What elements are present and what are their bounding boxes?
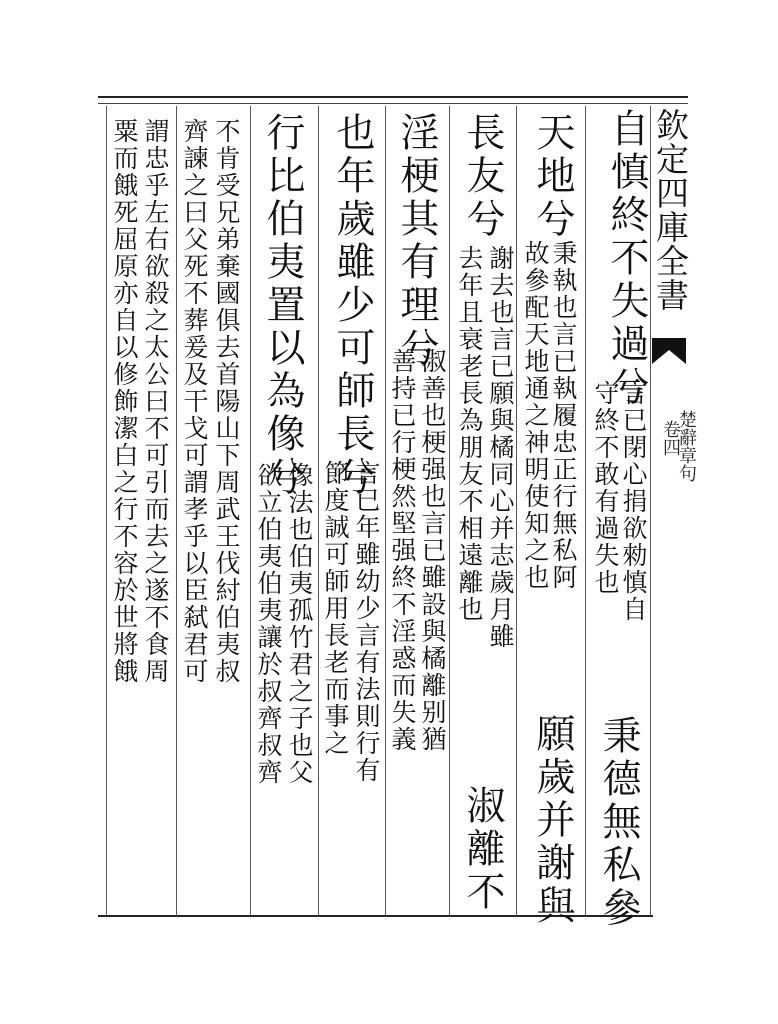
book-title: 欽定四庫全書 (651, 108, 690, 312)
column-divider (106, 106, 107, 916)
annotation-line: 言已閉心捐欲勑慎自 (619, 380, 648, 623)
main-text-top: 行比伯夷置以為像兮 (260, 112, 305, 499)
column-divider (650, 106, 651, 916)
top-border-inner-rule (98, 103, 688, 104)
annotation-line: 故參配天地通之神明使知之也 (521, 240, 550, 591)
annotation-line: 淑善也梗强也言已雖設與橘離别猶 (418, 348, 447, 753)
annotation-line: 去年且衰老長為朋友不相遠離也 (455, 245, 484, 623)
column-divider (516, 106, 517, 916)
annotation-line: 粟而餓死屈原亦自以修飾潔白之行不容於世將餓 (110, 118, 139, 685)
annotation-line: 言已年雖幼少言有法則行有 (352, 460, 381, 784)
top-border-rule (98, 96, 688, 98)
main-text-top: 淫梗其有理兮 (394, 112, 439, 370)
main-text-bottom: 願歲并謝與 (530, 713, 575, 928)
annotation-line: 不肯受兄弟棄國俱去首陽山下周武王伐紂伯夷叔 (212, 118, 241, 685)
main-text-top: 也年歲雖少可師長兮 (330, 112, 375, 499)
main-text-top: 自慎終不失過兮 (604, 108, 649, 409)
annotation-line: 秉執也言已執履忠正行無私阿 (549, 240, 578, 591)
column-divider (318, 106, 319, 916)
column-divider (250, 106, 251, 916)
section-label: 楚辭章句 (676, 410, 697, 482)
fish-tail-mark-icon (652, 338, 686, 364)
annotation-line: 欲立伯夷伯夷讓於叔齊叔齊 (254, 462, 283, 786)
column-divider (585, 106, 586, 916)
annotation-line: 守終不敢有過失也 (591, 380, 620, 596)
column-divider (176, 106, 177, 916)
main-text-bottom: 淑離不 (460, 785, 505, 914)
annotation-line: 善持已行梗然堅强終不淫惑而失義 (388, 348, 417, 753)
column-divider (449, 106, 450, 916)
annotation-line: 謝去也言已願與橘同心并志歲月雖 (486, 245, 515, 650)
main-text-bottom: 秉德無私參 (596, 715, 641, 930)
annotation-line: 齊諫之曰父死不葬爰及干戈可謂孝乎以臣弑君可 (180, 118, 209, 685)
annotation-line: 像法也伯夷孤竹君之子也父 (285, 462, 314, 786)
main-text-top: 長友兮 (460, 112, 505, 241)
annotation-line: 謂忠乎左右欲殺之太公曰不可引而去之遂不食周 (141, 118, 170, 685)
column-divider (385, 106, 386, 916)
volume-label: 卷四 (660, 420, 681, 456)
main-text-top: 天地兮 (530, 112, 575, 241)
annotation-line: 節度誠可師用長老而事之 (321, 460, 350, 757)
